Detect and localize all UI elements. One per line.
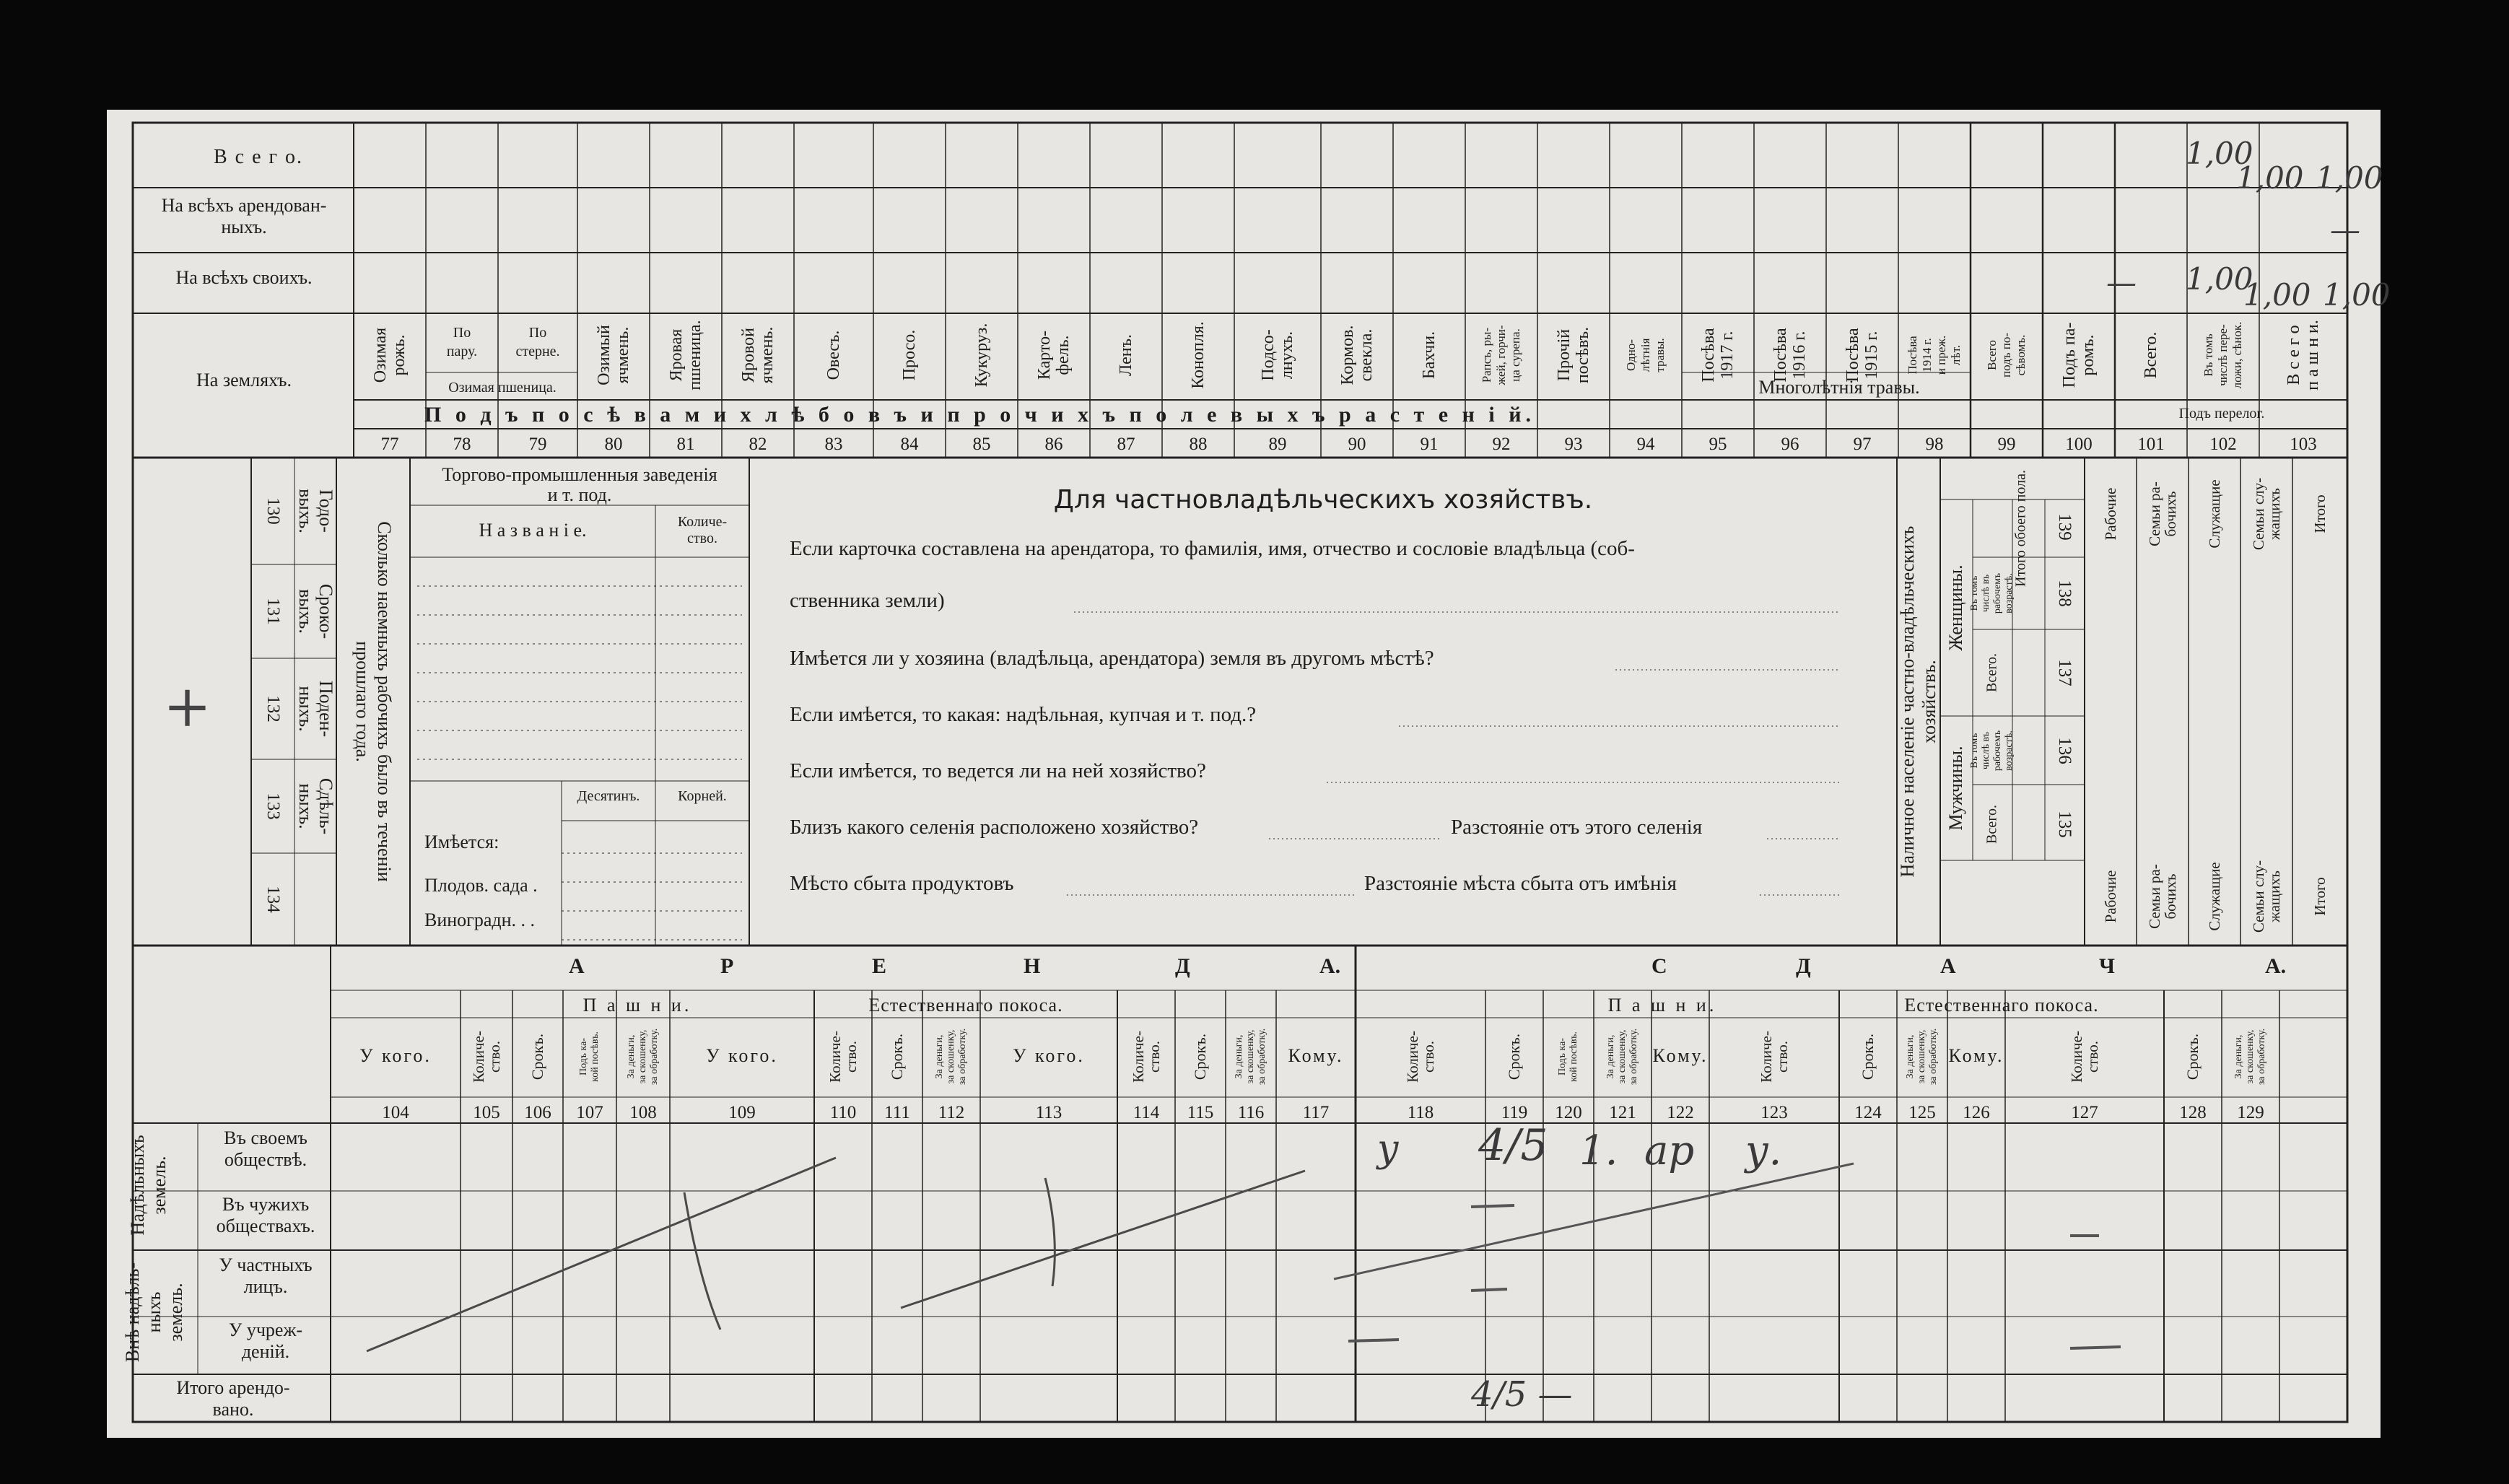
lease-col-label: Количе- ство.: [2068, 1031, 2101, 1083]
row-itogo: Итого арендо- вано.: [176, 1377, 290, 1420]
crop-number: 89: [1268, 435, 1287, 454]
lease-col-label: Срокъ.: [1859, 1033, 1877, 1081]
lease-group-label: П а ш н и.: [1607, 995, 1717, 1016]
population-number: 135: [2055, 811, 2074, 838]
row-vsego: В с е г о.: [213, 146, 303, 168]
hw-total-102: 1,00: [2236, 160, 2304, 196]
q6-distance: Разстоянiе мѣста сбыта отъ имѣнiя: [1364, 872, 1677, 895]
crop-number: 85: [972, 435, 991, 454]
sad-label: Плодов. сада .: [424, 875, 538, 896]
row-uchr: У учреж- денiй.: [228, 1319, 303, 1362]
hw-posev: ар: [1644, 1127, 1695, 1174]
population-number: 138: [2055, 580, 2074, 607]
crop-label: Прочiй посѣвъ.: [1555, 326, 1592, 384]
lease-col-label: Подъ ка- кой посѣвъ.: [1557, 1031, 1579, 1082]
lease-col-number: 119: [1501, 1103, 1528, 1122]
crop-label: По пару.: [446, 325, 478, 359]
lease-col-number: 111: [884, 1103, 910, 1122]
lease-col-label: Срокъ.: [2183, 1033, 2202, 1081]
crop-label: Карто- фель.: [1035, 330, 1073, 380]
lease-col-number: 104: [382, 1103, 409, 1122]
population-col-bottom: Семьи слу- жащихъ: [2250, 860, 2283, 933]
hw-usl: у.: [1745, 1127, 1782, 1174]
lease-col-label: Количе- ство.: [826, 1031, 860, 1083]
crop-number: 84: [900, 435, 919, 454]
lease-col-label: Кому.: [1288, 1045, 1344, 1066]
sdacha-letter: Д: [1796, 954, 1811, 978]
lease-col-number: 126: [1963, 1103, 1990, 1122]
population-caption: Наличное населенiе частно-владѣльческихъ хозяйствъ.: [1897, 525, 1939, 878]
row-chuzh: Въ чужихъ обществахъ.: [216, 1194, 315, 1236]
sdacha-letter: Ч: [2099, 954, 2116, 978]
row-svoi: На всѣхъ своихъ.: [175, 267, 313, 288]
sdacha-letter: С: [1651, 954, 1667, 978]
population-col-top: Итого: [2311, 494, 2329, 533]
women-rab: Въ томъ числѣ въ рабочемъ возрастѣ.: [1969, 572, 2015, 614]
crop-label: Всего.: [2142, 331, 2160, 379]
crop-label: Посѣва 1915 г.: [1843, 328, 1881, 383]
men-vsego: Всего.: [1984, 804, 2000, 844]
lease-col-label: Срокъ.: [1505, 1033, 1523, 1081]
men-rab: Въ томъ числѣ въ рабочемъ возрастѣ.: [1969, 730, 2015, 772]
nadel-label: Надѣльныхъ земель.: [127, 1135, 170, 1236]
workers-number: 132: [263, 695, 283, 723]
has-label: Имѣется:: [424, 832, 499, 852]
arenda-letter: Р: [720, 954, 734, 978]
lease-col-number: 123: [1760, 1103, 1788, 1122]
crop-label: Подсо- лнухъ.: [1259, 329, 1296, 381]
lease-col-number: 113: [1035, 1103, 1062, 1122]
hw-own-dash: —: [2106, 265, 2137, 300]
hw-total-103: 1,00: [2316, 160, 2383, 196]
lease-col-number: 129: [2237, 1103, 2264, 1122]
crop-number: 83: [824, 435, 843, 454]
lease-col-number: 112: [938, 1103, 965, 1122]
crop-label: Кормов. свекла.: [1338, 325, 1376, 385]
men-label: Мужчины.: [1945, 746, 1966, 831]
hw-own-103: 1,00: [2323, 277, 2391, 313]
women-vsego: Всего.: [1984, 652, 2000, 693]
desyatin-col: Десятинъ.: [577, 788, 640, 804]
lease-col-label: За деньги, за скошенку, за обработку.: [1605, 1028, 1639, 1086]
crop-label: По стерне.: [515, 325, 560, 359]
lease-col-label: У кого.: [1013, 1045, 1085, 1066]
crop-number: 100: [2065, 435, 2093, 454]
population-col-bottom: Итого: [2311, 877, 2329, 916]
crop-number: 96: [1781, 435, 1799, 454]
q3: Если имѣется, то какая: надѣльная, купчая и т. под.?: [790, 703, 1257, 726]
sdacha-letter: А: [1940, 954, 1956, 978]
hw-total-101: 1,00: [2186, 136, 2253, 171]
workers-label: Сдѣль- ныхъ.: [295, 777, 336, 835]
lease-col-label: У кого.: [706, 1045, 778, 1066]
lease-col-label: Количе- ство.: [1758, 1031, 1791, 1083]
census-card: [107, 110, 2391, 1438]
population-col-top: Семьи слу- жащихъ: [2250, 477, 2283, 551]
arenda-letter: А.: [1319, 954, 1341, 978]
hw-own-101: 1,00: [2186, 261, 2253, 297]
crop-number: 81: [676, 435, 695, 454]
workers-label: Поден- ныхъ.: [295, 680, 336, 738]
vinograd-label: Виноградн. . .: [424, 909, 536, 930]
hw-srok: 1.: [1579, 1127, 1618, 1174]
lease-col-number: 114: [1133, 1103, 1160, 1122]
arenda-letter: Е: [872, 954, 887, 978]
lease-col-number: 122: [1667, 1103, 1694, 1122]
vne-label: Внѣ надѣль- ныхъ земель.: [122, 1262, 186, 1363]
lease-col-label: Количе- ство.: [1130, 1031, 1163, 1083]
q1-line1: Если карточка составлена на арендатора, то фамилiя, имя, отчество и сословiе владѣльца (соб-: [790, 537, 1635, 560]
crop-label: Посѣва 1916 г.: [1771, 328, 1809, 383]
lease-group-label: Естественнаго покоса.: [868, 995, 1063, 1016]
row-chast: У частныхъ лицъ.: [219, 1254, 313, 1297]
hw-kolvo: 4/5: [1478, 1120, 1548, 1171]
lease-col-number: 107: [576, 1103, 603, 1122]
crop-label: Рапсъ, ры- жей, горчи- ца сурепа.: [1480, 325, 1522, 385]
row-svoem: Въ своемъ обществѣ.: [224, 1127, 307, 1170]
lease-col-number: 127: [2071, 1103, 2098, 1122]
lease-col-label: Подъ ка- кой посѣвъ.: [578, 1031, 601, 1082]
crop-label: Въ томъ числѣ пере- ложи, сѣнок.: [2202, 321, 2244, 389]
crop-number: 97: [1853, 435, 1872, 454]
workers-number: 134: [263, 886, 283, 913]
crop-label: Конопля.: [1189, 321, 1208, 389]
cross-out-strokes: [107, 110, 2381, 1438]
itogo-obo: Итого обоего пола.: [2012, 470, 2029, 587]
crop-number: 103: [2290, 435, 2317, 454]
perelog-group: Подъ перелог.: [2178, 406, 2265, 422]
crop-number: 86: [1044, 435, 1063, 454]
workers-label: Сроко- выхъ.: [295, 583, 336, 640]
crop-label: В с е г о п а ш н и.: [2285, 320, 2322, 390]
lease-col-label: Срокъ.: [888, 1033, 906, 1081]
lease-group-label: П а ш н и.: [582, 995, 692, 1016]
q4: Если имѣется, то ведется ли на ней хозяйство?: [790, 759, 1206, 782]
lease-col-label: Кому.: [1652, 1045, 1709, 1066]
crop-label: Посѣва 1914 г. и преж. лѣт.: [1906, 335, 1963, 375]
crop-label: Яровой ячмень.: [739, 326, 777, 384]
q5: Близъ какого селенiя расположено хозяйство?: [790, 816, 1199, 839]
lease-col-number: 117: [1302, 1103, 1330, 1122]
crop-label: Озимая рожь.: [371, 327, 409, 383]
crop-label: Просо.: [900, 329, 919, 381]
q5-distance: Разстоянiе отъ этого селенiя: [1451, 816, 1703, 839]
lease-col-label: За деньги, за скошенку, за обработку.: [2233, 1028, 2267, 1086]
lease-col-number: 115: [1187, 1103, 1214, 1122]
crop-number: 80: [604, 435, 623, 454]
trade-qty-col: Количе- ство.: [677, 514, 728, 546]
crop-number: 98: [1925, 435, 1944, 454]
lease-col-number: 106: [524, 1103, 551, 1122]
lease-col-number: 116: [1237, 1103, 1265, 1122]
crop-label: Ленъ.: [1117, 333, 1135, 377]
arenda-letter: Н: [1024, 954, 1041, 978]
lease-col-number: 109: [728, 1103, 756, 1122]
population-col-top: Семьи ра- бочихъ: [2146, 481, 2179, 546]
lease-col-number: 124: [1854, 1103, 1882, 1122]
sdacha-letter: А.: [2265, 954, 2287, 978]
crop-number: 95: [1709, 435, 1727, 454]
cross-mark: +: [163, 673, 212, 740]
workers-number: 133: [263, 793, 283, 820]
hw-itogo: 4/5 —: [1471, 1374, 1573, 1415]
lease-col-label: За деньги, за скошенку, за обработку.: [1905, 1028, 1939, 1086]
arenda-letter: А: [569, 954, 585, 978]
mnogolet-group: Многолѣтнiя травы.: [1758, 377, 1920, 398]
crop-label: Овесъ.: [824, 330, 843, 380]
population-number: 137: [2055, 659, 2074, 686]
lease-group-label: Естественнаго покоса.: [1904, 995, 2099, 1016]
lease-col-label: Количе- ство.: [1404, 1031, 1437, 1083]
crop-number: 88: [1189, 435, 1208, 454]
lease-col-label: За деньги, за скошенку, за обработку.: [626, 1028, 660, 1086]
crop-label: Посѣва 1917 г.: [1699, 328, 1737, 383]
lease-col-number: 128: [2179, 1103, 2207, 1122]
population-col-bottom: Семьи ра- бочихъ: [2146, 864, 2179, 929]
trade-header: Торгово-промышленныя заведенiя и т. под.: [442, 464, 717, 505]
crop-label: Всего подъ по- сѣвомъ.: [1985, 332, 2028, 378]
women-label: Женщины.: [1945, 564, 1966, 651]
population-col-top: Рабочие: [2102, 487, 2119, 541]
trade-name-col: Н а з в а н i е.: [479, 520, 587, 541]
population-number: 136: [2055, 737, 2074, 764]
lease-col-label: Срокъ.: [528, 1033, 546, 1081]
workers-number: 131: [263, 598, 283, 625]
crop-label: Кукуруз.: [972, 323, 991, 388]
lease-col-label: У кого.: [359, 1045, 432, 1066]
population-col-top: Служащие: [2206, 479, 2223, 549]
workers-number: 130: [263, 497, 283, 525]
lease-col-number: 121: [1609, 1103, 1636, 1122]
population-col-bottom: Рабочие: [2102, 870, 2119, 923]
population-number: 139: [2055, 513, 2074, 541]
q2: Имѣется ли у хозяина (владѣльца, арендатора) земля въ другомъ мѣстѣ?: [790, 647, 1434, 670]
private-title: Для частновладѣльческихъ хозяйствъ.: [1053, 485, 1593, 515]
lease-col-number: 110: [829, 1103, 857, 1122]
lease-col-label: За деньги, за скошенку, за обработку.: [934, 1028, 968, 1086]
lease-col-label: Срокъ.: [1191, 1033, 1209, 1081]
hw-own-102: 1,00: [2243, 277, 2311, 313]
crop-number: 79: [528, 435, 547, 454]
q1-line2: ственника земли): [790, 589, 945, 612]
population-col-bottom: Служащие: [2206, 862, 2223, 931]
crop-number: 92: [1492, 435, 1511, 454]
workers-label: Годо- выхъ.: [295, 489, 336, 533]
hw-arenda-dash: —: [2330, 212, 2360, 248]
lease-col-number: 120: [1555, 1103, 1582, 1122]
crop-number: 102: [2209, 435, 2237, 454]
lease-col-number: 125: [1908, 1103, 1936, 1122]
crop-label: Озимый ячмень.: [595, 325, 632, 385]
q6: Мѣсто сбыта продуктовъ: [790, 872, 1014, 895]
lease-col-label: За деньги, за скошенку, за обработку.: [1234, 1028, 1267, 1086]
arenda-letter: Д: [1175, 954, 1190, 978]
crop-number: 77: [380, 435, 399, 454]
crop-label: Яровая пшеница.: [667, 320, 704, 390]
crop-number: 82: [749, 435, 767, 454]
row-arenda: На всѣхъ арендован- ныхъ.: [161, 195, 327, 237]
lease-col-number: 118: [1407, 1103, 1434, 1122]
crop-number: 91: [1420, 435, 1439, 454]
crop-number: 101: [2137, 435, 2165, 454]
korney-col: Корней.: [678, 788, 727, 804]
crop-number: 93: [1564, 435, 1583, 454]
lease-col-label: Кому.: [1948, 1045, 2004, 1066]
crop-number: 94: [1636, 435, 1655, 454]
ozimaya-group: Озимая пшеница.: [448, 380, 557, 396]
crop-label: Бахчи.: [1420, 331, 1439, 380]
crop-label: Одно- лѣтнiя травы.: [1624, 338, 1667, 372]
crops-banner: П о д ъ п о с ѣ в а м и х л ѣ б о в ъ и п р о ч и х ъ п о л е в ы х ъ р а с т е н i й.: [424, 403, 1536, 427]
crop-number: 87: [1117, 435, 1135, 454]
crop-number: 99: [1997, 435, 2016, 454]
row-zemli: На земляхъ.: [196, 370, 292, 390]
lease-col-label: Количе- ство.: [470, 1031, 503, 1083]
lease-col-number: 108: [629, 1103, 657, 1122]
lease-col-number: 105: [473, 1103, 500, 1122]
workers-caption: Сколько наемныхъ рабочихъ было въ теченiи прошлаго года.: [352, 521, 395, 882]
hw-komu: у: [1377, 1127, 1400, 1171]
crop-number: 90: [1348, 435, 1366, 454]
crop-number: 78: [453, 435, 471, 454]
crop-label: Подъ па- ромъ.: [2060, 322, 2098, 388]
